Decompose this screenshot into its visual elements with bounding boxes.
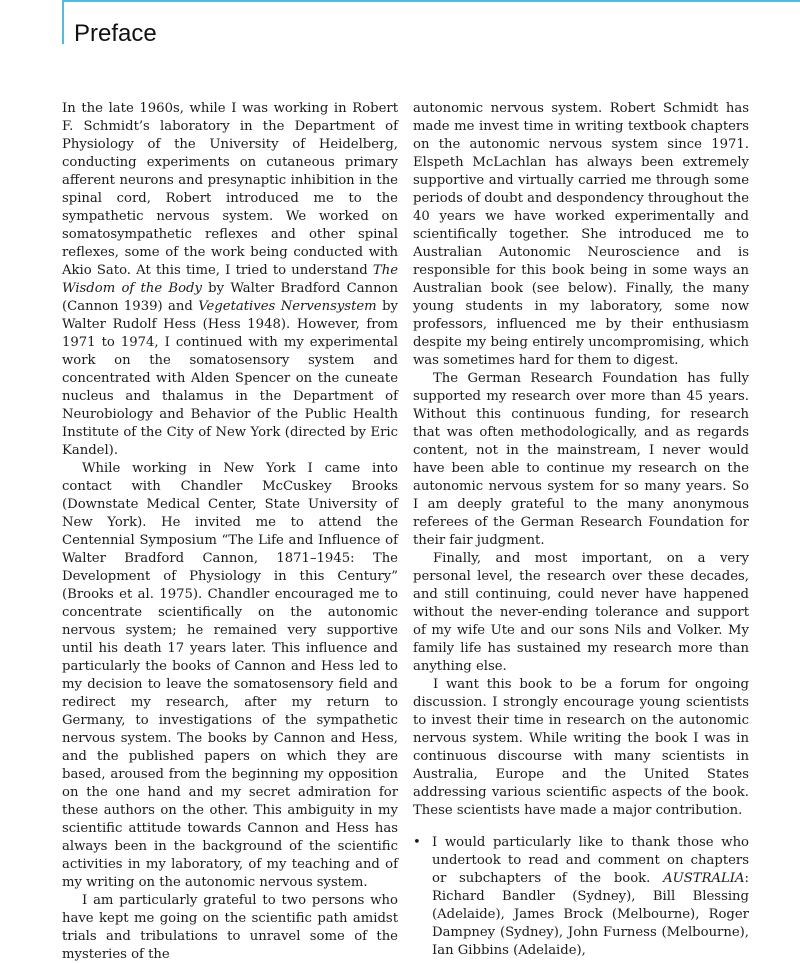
- text-run: by Walter Rudolf Hess (Hess 1948). However, from 1971 to 1974, I continued with my experimental work on the somatosensory system and concentrated with Alden Spencer on the cuneate nucleus and thalamus in the Department of Neurobiology and Behavior of the Public Health Institute of the City of New York (directed by Eric Kandel).: [62, 299, 398, 458]
- header-side-rule: [62, 0, 64, 44]
- text-run: by Walter Bradford Cannon (Cannon 1939) and: [62, 281, 398, 314]
- paragraph-right-2: The German Research Foundation has fully supported my research over more than 45 years. Without this continuous funding, for research that was often methodologically, and as regards content, not in the mainstream, I never would have been able to continue my research on the autonomic nervous system for so many years. So I am deeply grateful to the many anonymous referees of the German Research Foundation for their fair judgment.: [413, 371, 749, 548]
- acknowledgement-list: [413, 834, 749, 960]
- bullet-icon: •: [413, 835, 421, 850]
- paragraph-right-3: Finally, and most important, on a very personal level, the research over these decades, and still continuing, could never have happened without the never-ending tolerance and support of my wife Ute and our sons Nils and Volker. My family life has sustained my research more than anything else.: [413, 551, 749, 674]
- header-rule: [62, 0, 800, 2]
- paragraph-right-1: autonomic nervous system. Robert Schmidt has made me invest time in writing textbook chapters on the autonomic nervous system since 1971. Elspeth McLachlan has always been extremely supportive and virtually carried me through some periods of doubt and despondency throughout the 40 years we have worked experimentally and scientifically together. She introduced me to Australian Autonomic Neuroscience and is responsible for this book being in some ways an Australian book (see below). Finally, the many young students in my laboratory, some now professors, influenced me by their enthusiasm despite my being entirely uncompromising, which was sometimes hard for them to digest.: [413, 101, 749, 368]
- page-title: Preface: [74, 20, 157, 47]
- paragraph-right-4: I want this book to be a forum for ongoing discussion. I strongly encourage young scientists to invest their time in research on the autonomic nervous system. While writing the book I was in continuous discourse with many scientists in Australia, Europe and the United States addressing various scientific aspects of the book. These scientists have made a major contribution.: [413, 677, 749, 818]
- right-column: [413, 100, 749, 960]
- book-title-vegetatives-nervensystem: Vegetatives Nervensystem: [198, 299, 377, 314]
- text-run: In the late 1960s, while I was working in Robert F. Schmidt’s laboratory in the Department of Physiology of the University of Heidelberg, conducting experiments on cutaneous primary afferent neurons and presynaptic inhibition in the spinal cord, Robert introduced me to the sympathetic nervous system. We worked on somatosympathetic reflexes and other spinal reflexes, some of the work being conducted with Akio Sato. At this time, I tried to understand: [62, 101, 398, 278]
- text-run: : Richard Bandler (Sydney), Bill Blessing (Adelaide), James Brock (Melbourne), Roger Dampney (Sydney), John Furness (Melbourne), Ian Gibbins (Adelaide),: [432, 871, 749, 958]
- country-label: AUSTRALIA: [663, 871, 745, 886]
- book-title-wisdom-of-the-body: The Wisdom of the Body: [62, 263, 398, 296]
- paragraph-left-1: [62, 100, 398, 460]
- text-run: I would particularly like to thank those who undertook to read and comment on chapters or subchapters of the book.: [432, 835, 749, 886]
- left-column: [62, 100, 398, 964]
- paragraph-left-3: I am particularly grateful to two persons who have kept me going on the scientific path amidst trials and tribulations to unravel some of the mysteries of the: [62, 893, 398, 962]
- paragraph-left-2: While working in New York I came into contact with Chandler McCuskey Brooks (Downstate Medical Center, State University of New York). He invited me to attend the Centennial Symposium “The Life and Influence of Walter Bradford Cannon, 1871–1945: The Development of Physiology in this Century” (Brooks et al. 1975). Chandler encouraged me to concentrate scientifically on the autonomic nervous system; he remained very supportive until his death 17 years later. This influence and particularly the books of Cannon and Hess led to my decision to leave the somatosensory field and redirect my research, after my return to Germany, to investigations of the sympathetic nervous system. The books by Cannon and Hess, and the published papers on which they are based, aroused from the beginning my opposition on the one hand and my secret admiration for these authors on the other. This ambiguity in my scientific attitude towards Cannon and Hess has always been in the background of the scientific activities in my laboratory, of my teaching and of my writing on the autonomic nervous system.: [62, 461, 398, 890]
- list-item: [413, 834, 749, 960]
